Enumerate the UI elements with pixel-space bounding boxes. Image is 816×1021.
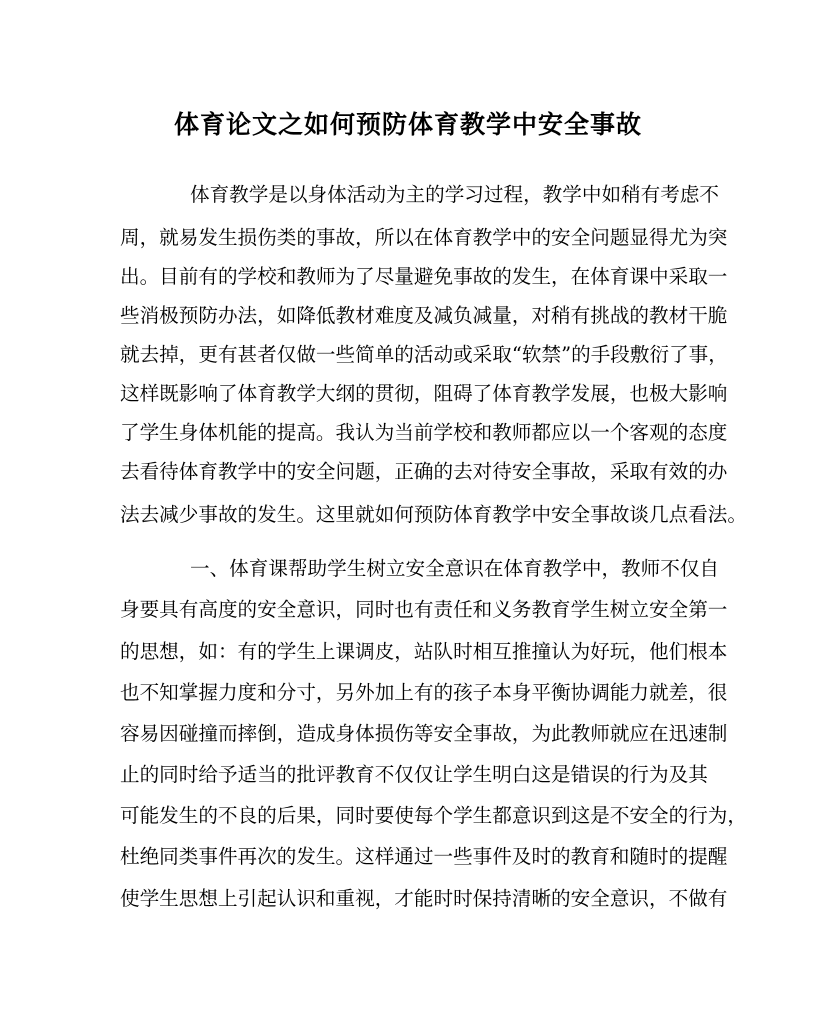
page-title: 体育论文之如何预防体育教学中安全事故 [173, 110, 642, 139]
paragraph-line: 这样既影响了体育教学大纲的贯彻，阻碍了体育教学发展，也极大影响 [120, 382, 728, 405]
paragraph-line: 一、体育课帮助学生树立安全意识在体育教学中，教师不仅自 [190, 557, 720, 580]
paragraph-line: 止的同时给予适当的批评教育不仅仅让学生明白这是错误的行为及其 [120, 763, 708, 786]
paragraph-line: 出。目前有的学校和教师为了尽量避免事故的发生，在体育课中采取一 [120, 265, 728, 288]
paragraph-line: 身要具有高度的安全意识，同时也有责任和义务教育学生树立安全第一 [120, 598, 728, 621]
paragraph-line: 去看待体育教学中的安全问题，正确的去对待安全事故，采取有效的办 [120, 460, 728, 483]
paragraph-line: 些消极预防办法，如降低教材难度及减负减量，对稍有挑战的教材干脆 [120, 304, 728, 327]
paragraph-line: 了学生身体机能的提高。我认为当前学校和教师都应以一个客观的态度 [120, 421, 728, 444]
paragraph-line: 体育教学是以身体活动为主的学习过程，教学中如稍有考虑不 [190, 183, 720, 206]
paragraph-line: 使学生思想上引起认识和重视，才能时时保持清晰的安全意识，不做有 [120, 887, 728, 910]
paragraph-line: 容易因碰撞而摔倒，造成身体损伤等安全事故，为此教师就应在迅速制 [120, 722, 728, 745]
paragraph-line: 就去掉，更有甚者仅做一些简单的活动或采取“软禁”的手段敷衍了事， [120, 343, 728, 366]
paragraph-line: 杜绝同类事件再次的发生。这样通过一些事件及时的教育和随时的提醒 [120, 845, 728, 868]
paragraph-line: 法去减少事故的发生。这里就如何预防体育教学中安全事故谈几点看法。 [120, 503, 747, 526]
paragraph-line: 也不知掌握力度和分寸，另外加上有的孩子本身平衡协调能力就差，很 [120, 681, 728, 704]
paragraph-line: 的思想，如：有的学生上课调皮，站队时相互推撞认为好玩，他们根本 [120, 640, 728, 663]
paragraph-line: 周，就易发生损伤类的事故，所以在体育教学中的安全问题显得尤为突 [120, 226, 728, 249]
paragraph-line: 可能发生的不良的后果，同时要使每个学生都意识到这是不安全的行为， [120, 804, 747, 827]
